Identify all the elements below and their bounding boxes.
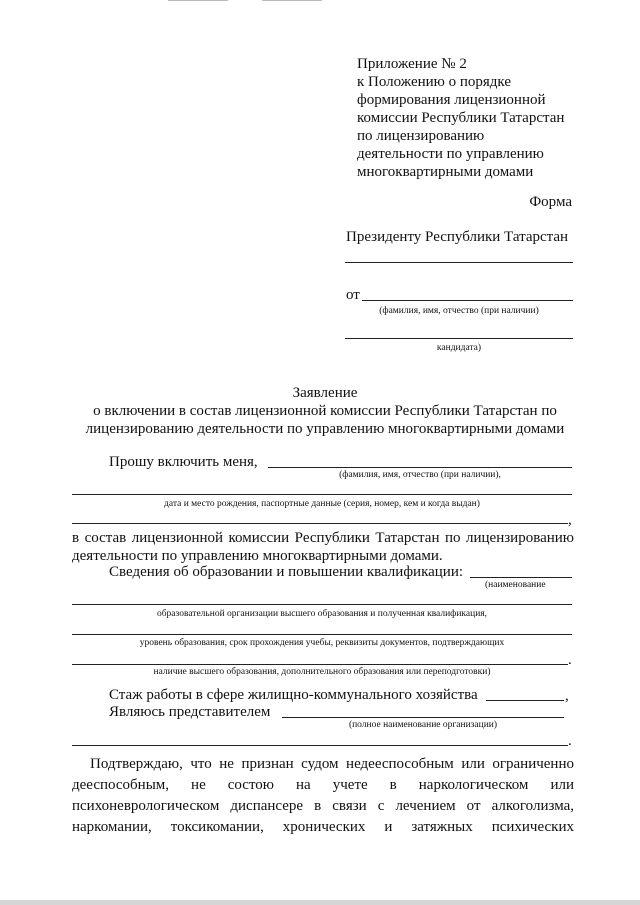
confirmation-paragraph <box>72 754 574 838</box>
document-subtitle-line: лицензированию деятельности по управлению многоквартирными домами <box>85 421 565 437</box>
education-line-2 <box>72 604 572 605</box>
addressee-title: Президенту Республики Татарстан <box>346 229 569 245</box>
education-blank-line <box>470 577 572 578</box>
request-birth-line <box>72 494 572 495</box>
confirmation-line: наркомании, токсикомании, хронических и затяжных психических <box>72 819 574 835</box>
request-name-line <box>268 467 572 468</box>
education-label: Сведения об образовании и повышении квалификации: <box>109 564 464 580</box>
caption-education-4: наличие высшего образования, дополнительного образования или переподготовки) <box>153 667 491 677</box>
confirmation-line: Подтверждаю, что не признан судом недееспособным или ограниченно <box>90 756 574 772</box>
confirmation-line: психоневрологическом диспансере в связи с лечением от алкоголизма, <box>72 798 574 814</box>
representative-blank-line <box>282 717 564 718</box>
education-line-3 <box>72 634 572 635</box>
appendix-line: комиссии Республики Татарстан <box>357 110 565 126</box>
representative-line-2 <box>72 745 568 746</box>
document-subtitle-line: о включении в состав лицензионной комиссии Республики Татарстан по <box>93 403 557 419</box>
education-line-4 <box>72 664 568 665</box>
confirmation-line: дееспособным, не состою на учете в наркологическом или <box>72 777 574 793</box>
experience-label: Стаж работы в сфере жилищно-коммунального хозяйства <box>109 687 478 703</box>
candidate-blank-line <box>345 338 573 339</box>
request-body <box>72 528 574 549</box>
trailing-period: . <box>568 733 572 749</box>
caption-education-3: уровень образования, срок прохождения учебы, реквизиты документов, подтверждающих <box>139 638 505 648</box>
trailing-comma: , <box>568 512 572 528</box>
appendix-line: многоквартирными домами <box>357 164 534 180</box>
trailing-comma: , <box>565 688 569 704</box>
from-blank-line <box>362 300 573 301</box>
caption-candidate: кандидата) <box>436 343 482 353</box>
from-prefix: от <box>346 287 360 303</box>
request-prefix: Прошу включить меня, <box>109 454 258 470</box>
appendix-block <box>357 55 564 181</box>
caption-name: (фамилия, имя, отчество (при наличии) <box>379 306 539 316</box>
addressee-blank-line <box>345 262 573 263</box>
appendix-line: к Положению о порядке <box>357 74 511 90</box>
request-extra-line <box>72 523 568 524</box>
caption-birth: дата и место рождения, паспортные данные (серия, номер, кем и когда выдан) <box>164 499 480 509</box>
request-body-line: в состав лицензионной комиссии Республики Татарстан по лицензированию <box>72 530 574 546</box>
appendix-line: деятельности по управлению <box>357 146 544 162</box>
caption-education-2: образовательной организации высшего образования и полученная квалификация, <box>156 609 488 619</box>
scan-bottom-edge <box>0 900 640 905</box>
caption-organization: (полное наименование организации) <box>348 720 498 730</box>
caption-request-name: (фамилия, имя, отчество (при наличии), <box>339 470 501 480</box>
scan-artifact <box>262 0 322 1</box>
document-title: Заявление <box>292 385 358 401</box>
experience-blank-line <box>486 700 564 701</box>
caption-education-1: (наименование <box>485 580 546 590</box>
request-body-line: деятельности по управлению многоквартирными домами. <box>72 548 443 564</box>
appendix-line: формирования лицензионной <box>357 92 546 108</box>
form-label: Форма <box>529 194 572 210</box>
appendix-line: Приложение № 2 <box>357 56 467 72</box>
trailing-period: . <box>568 652 572 668</box>
appendix-line: по лицензированию <box>357 128 485 144</box>
scan-artifact <box>168 0 228 1</box>
representative-label: Являюсь представителем <box>109 704 271 720</box>
